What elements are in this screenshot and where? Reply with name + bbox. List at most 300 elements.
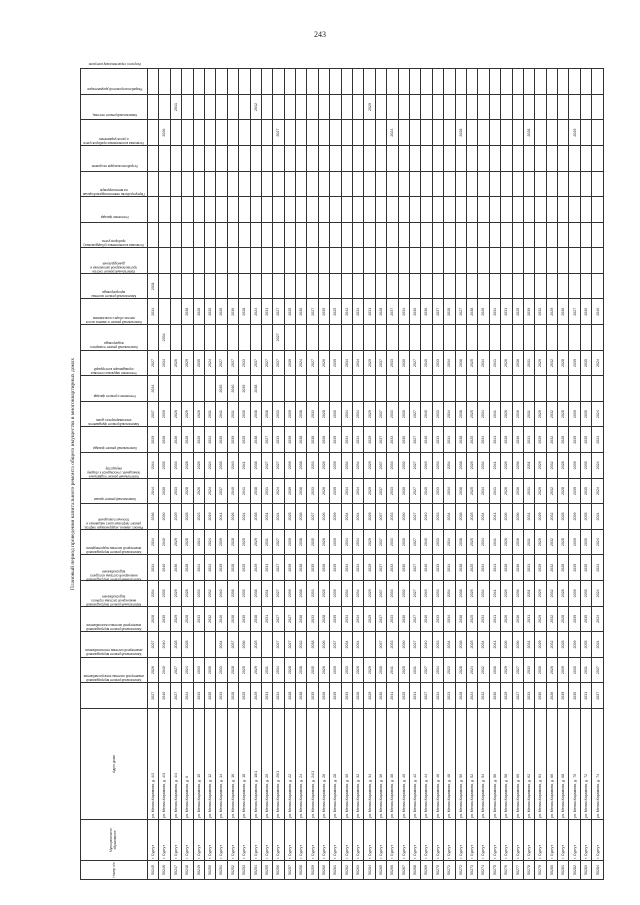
year-cell: 2026 (501, 478, 512, 504)
year-cell (341, 273, 352, 299)
year-cell: 2031 (501, 299, 512, 325)
year-cell (535, 273, 546, 299)
header-work-7: Ремонт, замена, модернизация лифтов, ремонт лифтовых шахт, машинных и блочных помещений (81, 529, 148, 555)
row-address: ул. Мелик-Карамова, д. 6 (182, 709, 193, 820)
row-number: 50258 (296, 861, 307, 880)
year-cell: 2032 (296, 632, 307, 658)
year-cell: 2024 (273, 478, 284, 504)
year-cell (318, 171, 329, 197)
row-municipality: г. Сургут (364, 820, 375, 861)
year-cell (284, 171, 295, 197)
year-cell (273, 376, 284, 402)
year-cell: 2038 (250, 504, 261, 530)
year-cell: 2031 (523, 453, 534, 479)
year-cell (193, 325, 204, 351)
year-cell (159, 69, 170, 95)
year-cell: 2041 (489, 478, 500, 504)
year-cell (353, 171, 364, 197)
year-cell: 2031 (523, 427, 534, 453)
year-cell (148, 145, 159, 171)
year-cell (455, 171, 466, 197)
year-cell: 2034 (444, 350, 455, 376)
year-cell (569, 248, 580, 274)
year-cell: 2034 (478, 606, 489, 632)
year-cell (216, 94, 227, 120)
year-cell (204, 171, 215, 197)
year-cell: 2037 (432, 299, 443, 325)
year-cell: 2041 (489, 427, 500, 453)
year-cell (444, 145, 455, 171)
row-number: 50272 (455, 861, 466, 880)
row-number: 50281 (558, 861, 569, 880)
year-cell (216, 197, 227, 223)
year-cell: 2026 (501, 555, 512, 581)
year-cell: 2033 (387, 632, 398, 658)
year-cell: 2036 (512, 529, 523, 555)
row-address: ул. Мелик-Карамова, д. 24/1 (307, 709, 318, 820)
year-cell (569, 145, 580, 171)
year-cell (592, 325, 604, 351)
row-number: 50283 (580, 861, 591, 880)
year-cell (182, 325, 193, 351)
year-cell (273, 197, 284, 223)
year-cell (512, 94, 523, 120)
year-cell (307, 69, 318, 95)
year-cell: 2023 (444, 657, 455, 683)
year-cell (239, 120, 250, 146)
year-cell (273, 273, 284, 299)
year-cell: 2040 (421, 606, 432, 632)
year-cell (307, 120, 318, 146)
year-cell: 2038 (307, 427, 318, 453)
year-cell: 2036 (512, 401, 523, 427)
year-cell: 2040 (216, 581, 227, 607)
year-cell: 2034 (148, 376, 159, 402)
year-cell (580, 197, 591, 223)
year-cell: 2028 (227, 683, 238, 709)
year-cell (512, 376, 523, 402)
year-cell: 2027 (148, 632, 159, 658)
year-cell: 2037 (375, 529, 386, 555)
year-cell (182, 69, 193, 95)
table-row (523, 69, 534, 880)
year-cell (592, 248, 604, 274)
year-cell (261, 376, 272, 402)
year-cell: 2033 (432, 581, 443, 607)
year-cell (501, 248, 512, 274)
year-cell (239, 69, 250, 95)
year-cell: 2040 (421, 350, 432, 376)
year-cell: 2024 (239, 504, 250, 530)
year-cell (364, 197, 375, 223)
year-cell: 2028 (182, 555, 193, 581)
year-cell (284, 273, 295, 299)
row-municipality: г. Сургут (353, 820, 364, 861)
year-cell: 2034 (478, 504, 489, 530)
header-work-19: Утепление фасада (81, 222, 148, 248)
year-cell: 2027 (273, 453, 284, 479)
year-cell (182, 273, 193, 299)
year-cell: 2041 (489, 504, 500, 530)
year-cell (512, 120, 523, 146)
rotated-sheet (68, 61, 604, 880)
year-cell (421, 197, 432, 223)
table-row (227, 69, 238, 880)
year-cell (227, 171, 238, 197)
row-municipality: г. Сургут (466, 820, 477, 861)
year-cell (193, 69, 204, 95)
year-cell: 2026 (501, 581, 512, 607)
year-cell: 2032 (546, 632, 557, 658)
year-cell: 2025 (239, 427, 250, 453)
year-cell: 2028 (318, 606, 329, 632)
year-cell: 2031 (261, 555, 272, 581)
year-cell (432, 248, 443, 274)
year-cell: 2029 (535, 504, 546, 530)
year-cell: 2031 (204, 401, 215, 427)
table-row (193, 69, 204, 880)
year-cell: 2040 (227, 478, 238, 504)
year-cell: 2033 (432, 453, 443, 479)
year-cell: 2026 (193, 427, 204, 453)
year-cell: 2039 (284, 453, 295, 479)
year-cell (375, 222, 386, 248)
year-cell: 2028 (182, 606, 193, 632)
year-cell (398, 145, 409, 171)
year-cell: 2038 (455, 529, 466, 555)
row-municipality: г. Сургут (193, 820, 204, 861)
year-cell: 2028 (455, 683, 466, 709)
year-cell (409, 273, 420, 299)
year-cell: 2028 (523, 120, 534, 146)
year-cell (204, 632, 215, 658)
year-cell: 2030 (398, 478, 409, 504)
year-cell: 2026 (501, 529, 512, 555)
year-cell (580, 273, 591, 299)
year-cell: 2029 (364, 683, 375, 709)
year-cell: 2033 (432, 632, 443, 658)
row-municipality: г. Сургут (421, 820, 432, 861)
table-row (341, 69, 352, 880)
header-work-21: Устройство выходов на кровлю (81, 171, 148, 197)
row-address: ул. Мелик-Карамова, д. 36 (375, 709, 386, 820)
year-cell (148, 171, 159, 197)
year-cell (193, 376, 204, 402)
row-address: ул. Мелик-Карамова, д. 4/2 (148, 709, 159, 820)
year-cell: 2037 (375, 606, 386, 632)
year-cell (159, 376, 170, 402)
year-cell (421, 222, 432, 248)
year-cell: 2044 (148, 453, 159, 479)
year-cell: 2040 (159, 632, 170, 658)
row-address: ул. Мелик-Карамова, д. 44 (421, 709, 432, 820)
year-cell: 2027 (512, 683, 523, 709)
year-cell (421, 248, 432, 274)
year-cell (341, 376, 352, 402)
year-cell (466, 248, 477, 274)
year-cell (239, 197, 250, 223)
year-cell (546, 69, 557, 95)
year-cell: 2031 (261, 504, 272, 530)
year-cell (284, 376, 295, 402)
year-cell: 2034 (148, 555, 159, 581)
year-cell: 2028 (558, 632, 569, 658)
row-address: ул. Мелик-Карамова, д. 16 (227, 709, 238, 820)
year-cell: 2040 (216, 606, 227, 632)
year-cell (432, 197, 443, 223)
year-cell: 2038 (455, 504, 466, 530)
year-cell: 2035 (580, 606, 591, 632)
year-cell (478, 94, 489, 120)
year-cell: 2026 (170, 350, 181, 376)
year-cell (387, 325, 398, 351)
year-cell (569, 273, 580, 299)
year-cell: 2031 (523, 478, 534, 504)
year-cell: 2038 (296, 529, 307, 555)
year-cell (398, 94, 409, 120)
year-cell: 2034 (273, 683, 284, 709)
year-cell (512, 248, 523, 274)
year-cell: 2034 (478, 632, 489, 658)
year-cell (284, 197, 295, 223)
year-cell (353, 94, 364, 120)
year-cell: 2027 (273, 555, 284, 581)
year-cell: 2028 (444, 299, 455, 325)
year-cell (466, 94, 477, 120)
year-cell: 2037 (592, 683, 604, 709)
year-cell: 2034 (444, 453, 455, 479)
year-cell (353, 222, 364, 248)
year-cell (273, 222, 284, 248)
row-municipality: г. Сургут (204, 820, 215, 861)
year-cell (512, 171, 523, 197)
year-cell (432, 273, 443, 299)
year-cell: 2034 (353, 478, 364, 504)
year-cell: 2039 (284, 555, 295, 581)
year-cell: 2034 (444, 529, 455, 555)
year-cell (330, 171, 341, 197)
year-cell: 2033 (432, 529, 443, 555)
year-cell (375, 94, 386, 120)
year-cell: 2035 (307, 555, 318, 581)
year-cell: 2039 (227, 427, 238, 453)
year-cell: 2026 (318, 555, 329, 581)
year-cell (353, 273, 364, 299)
year-cell: 2033 (432, 350, 443, 376)
year-cell: 2040 (421, 504, 432, 530)
year-cell (523, 145, 534, 171)
year-cell: 2033 (387, 478, 398, 504)
year-cell: 2034 (341, 427, 352, 453)
year-cell: 2029 (364, 529, 375, 555)
year-cell: 2026 (501, 350, 512, 376)
year-cell (478, 222, 489, 248)
year-cell: 2036 (512, 581, 523, 607)
row-municipality: г. Сургут (284, 820, 295, 861)
row-address: ул. Мелик-Карамова, д. 24 (296, 709, 307, 820)
year-cell (523, 69, 534, 95)
year-cell: 2033 (387, 529, 398, 555)
year-cell: 2033 (432, 555, 443, 581)
year-cell (455, 376, 466, 402)
table-caption: Плановый период проведения капитального ремонта общего имущества в многоквартирных домах (70, 357, 76, 591)
year-cell: 2036 (512, 478, 523, 504)
year-cell: 2034 (478, 453, 489, 479)
year-cell: 2038 (250, 478, 261, 504)
year-cell: 2031 (261, 683, 272, 709)
header-address: Адрес дома (81, 709, 148, 820)
row-municipality: г. Сургут (501, 820, 512, 861)
year-cell: 2029 (535, 555, 546, 581)
year-cell: 2028 (558, 350, 569, 376)
year-cell (444, 222, 455, 248)
year-cell (330, 120, 341, 146)
year-cell (330, 376, 341, 402)
year-cell: 2029 (170, 606, 181, 632)
year-cell: 2025 (466, 529, 477, 555)
year-cell (569, 222, 580, 248)
year-cell (227, 94, 238, 120)
year-cell (592, 69, 604, 95)
year-cell (330, 94, 341, 120)
year-cell: 2026 (353, 683, 364, 709)
year-cell: 2036 (512, 453, 523, 479)
header-work-4: Капитальный ремонт внутридомовой инженерной системы горячего водоснабжения (81, 606, 148, 632)
year-cell: 2030 (535, 657, 546, 683)
year-cell: 2034 (148, 581, 159, 607)
year-cell (318, 222, 329, 248)
year-cell (284, 145, 295, 171)
year-cell (204, 120, 215, 146)
row-address: ул. Мелик-Карамова, д. 70 (569, 709, 580, 820)
year-cell: 2028 (182, 581, 193, 607)
year-cell (159, 248, 170, 274)
year-cell: 2026 (193, 401, 204, 427)
table-row (466, 69, 477, 880)
year-cell (330, 325, 341, 351)
year-cell: 2040 (421, 453, 432, 479)
year-cell: 2039 (569, 453, 580, 479)
row-address: ул. Мелик-Карамова, д. 50 (455, 709, 466, 820)
year-cell: 2030 (398, 453, 409, 479)
row-number: 50269 (421, 861, 432, 880)
header-work-22: Установка коллективных приборов учета и узлов управления (81, 145, 148, 171)
header-work-9: Капитальный ремонт подвальных помещений, относящихся к общему имуществу (81, 478, 148, 504)
year-cell: 2033 (523, 657, 534, 683)
row-number: 50268 (409, 861, 420, 880)
year-cell: 2024 (592, 504, 604, 530)
year-cell: 2029 (535, 478, 546, 504)
year-cell: 2033 (170, 453, 181, 479)
year-cell: 2024 (193, 529, 204, 555)
year-cell (330, 273, 341, 299)
header-work-1: Капитальный ремонт внутридомовой инженерной системы электроснабжения (81, 683, 148, 709)
year-cell (546, 120, 557, 146)
year-cell: 2026 (170, 427, 181, 453)
year-cell (432, 145, 443, 171)
year-cell (523, 171, 534, 197)
year-cell: 2033 (193, 606, 204, 632)
year-cell: 2027 (261, 427, 272, 453)
year-cell (159, 145, 170, 171)
year-cell (250, 222, 261, 248)
table-row (409, 69, 420, 880)
year-cell (216, 120, 227, 146)
year-cell: 2026 (501, 453, 512, 479)
year-cell (546, 273, 557, 299)
row-municipality: г. Сургут (558, 820, 569, 861)
year-cell: 2029 (535, 350, 546, 376)
year-cell: 2028 (558, 581, 569, 607)
year-cell (444, 197, 455, 223)
row-address: ул. Мелик-Карамова, д. 28 (330, 709, 341, 820)
year-cell: 2029 (535, 529, 546, 555)
year-cell: 2029 (250, 529, 261, 555)
year-cell (466, 120, 477, 146)
year-cell (364, 222, 375, 248)
row-municipality: г. Сургут (239, 820, 250, 861)
year-cell (318, 273, 329, 299)
year-cell (421, 325, 432, 351)
year-cell (193, 248, 204, 274)
year-cell (375, 120, 386, 146)
year-cell: 2038 (296, 401, 307, 427)
year-cell: 2030 (398, 529, 409, 555)
year-cell: 2034 (398, 299, 409, 325)
year-cell: 2034 (273, 657, 284, 683)
year-cell: 2034 (341, 581, 352, 607)
year-cell: 2033 (341, 657, 352, 683)
year-cell (558, 120, 569, 146)
year-cell: 2031 (523, 555, 534, 581)
year-cell (478, 248, 489, 274)
year-cell: 2032 (546, 581, 557, 607)
year-cell: 2029 (364, 453, 375, 479)
year-cell (580, 171, 591, 197)
year-cell: 2033 (273, 427, 284, 453)
year-cell (558, 171, 569, 197)
year-cell: 2034 (444, 504, 455, 530)
year-cell: 2035 (307, 657, 318, 683)
year-cell (239, 94, 250, 120)
year-cell (364, 376, 375, 402)
header-work-10: Капитальный ремонт фасада (81, 453, 148, 479)
year-cell (512, 145, 523, 171)
year-cell: 2025 (512, 299, 523, 325)
year-cell: 2027 (409, 453, 420, 479)
year-cell: 2038 (227, 606, 238, 632)
year-cell: 2041 (489, 453, 500, 479)
year-cell: 2027 (273, 581, 284, 607)
year-cell: 2035 (580, 504, 591, 530)
year-cell (227, 222, 238, 248)
row-municipality: г. Сургут (341, 820, 352, 861)
row-number: 50253 (239, 861, 250, 880)
year-cell: 2024 (182, 657, 193, 683)
year-cell (489, 69, 500, 95)
year-cell: 2038 (455, 581, 466, 607)
header-work-20: Переустройство невентилируемой крыши на вентилируемую (81, 197, 148, 223)
row-number: 50250 (204, 861, 215, 880)
year-cell: 2026 (501, 632, 512, 658)
year-cell (148, 248, 159, 274)
year-cell: 2039 (558, 683, 569, 709)
year-cell (239, 248, 250, 274)
table-header-row (81, 69, 148, 880)
year-cell (580, 325, 591, 351)
year-cell (546, 94, 557, 120)
year-cell: 2035 (580, 427, 591, 453)
